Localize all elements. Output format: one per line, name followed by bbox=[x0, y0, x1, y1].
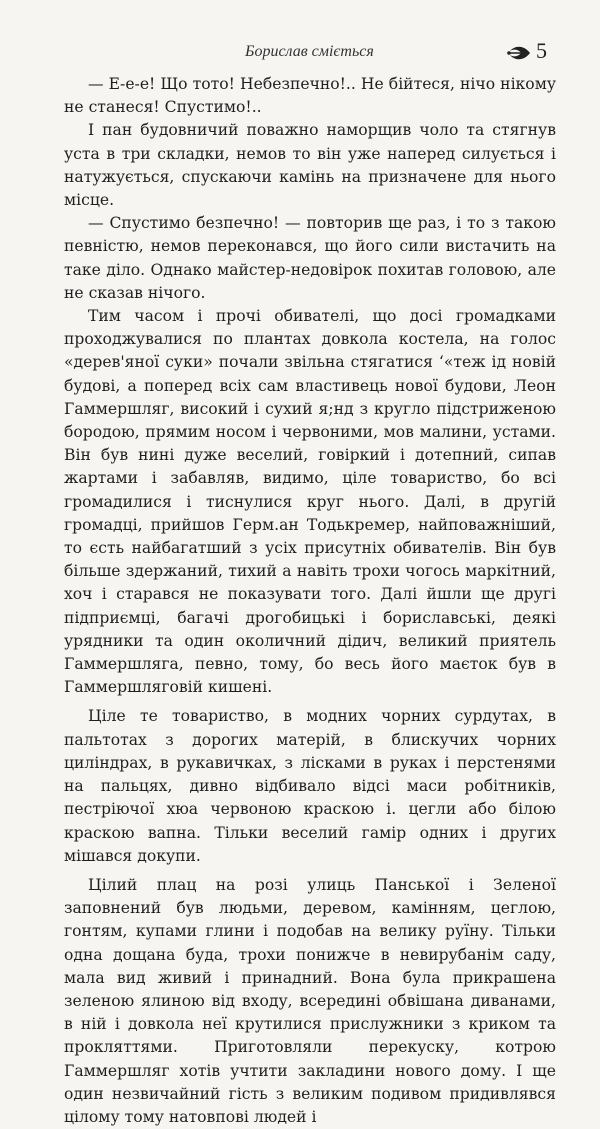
paragraph: — Спустимо безпечно! — повторив ще раз, і то з такою певністю, немов переконався, що його сили вистачить на таке діло. Однако майстер-недовірок похитав головою, але не сказав нічого. bbox=[64, 214, 556, 302]
page-number: 5 bbox=[536, 38, 547, 63]
paragraph: І пан будовничий поважно наморщив чоло та стягнув уста в три складки, немов то він уже наперед силується і натужується, спускаючи камінь на призначене для нього місце. bbox=[64, 121, 556, 210]
paragraph: — Е-е-е! Що тото! Небезпечно!.. Не бійтеся, нічо нікому не станеся! Спустимо!.. bbox=[64, 75, 556, 117]
paragraph: Ціле те товариство, в модних чорних сурдутах, в пальтотах з дорогих матерій, в блискучих чорних циліндрах, в рукавичках, з лісками в руках і перстенями на пальцях, дивно відбивало відсі маси робітників, пестріючої хюа червоною краскою і. цегли або білою краскою вапна. Тільки веселий гамір одних і других мішався докупи. bbox=[64, 707, 556, 865]
paragraph: Тим часом і прочі обивателі, що досі громадками проходжувалися по плантах довкола костела, на голос «дерев'яної суки» почали звільна стягатися ‘«теж ід новій будові, а поперед всіх сам властивець нової будови, Леон Гаммершляг, високий і сухий я;нд з кругло підстриженою бородою, прямим носом і червоними, мов малини, устами. Він був нині дуже веселий, говіркий і дотепний, сипав жартами і забавляв, видимо, ціле товариство, бо всі громадилися і тиснулися круг нього. Далі, в другій громадці, прийшов Герм.ан Тодькремер, найповажніший, то єсть найбагатший з усіх присутніх обивателів. Він був більше здержаний, тихий а навіть трохи чогось маркітний, хоч і старався не показувати того. Далі йшли ще другі підприємці, багачі дрогобицькі і бориславські, деякі урядники та один околичний дідич, великий приятель Гаммершляга, певно, тому, бо весь його маєток був в Гаммершляговій кишені. bbox=[64, 307, 556, 697]
running-title: Борислав сміється bbox=[245, 43, 374, 60]
body-text bbox=[64, 73, 556, 1129]
leaf-ornament-icon bbox=[506, 42, 532, 64]
paragraph: Цілий плац на розі улиць Панської і Зеленої заповнений був людьми, деревом, камінням, цеглою, гонтям, купами глини і подобав на велику руїну. Тільки одна дощана буда, трохи понижче в невирубанім саду, мала вид живий і принадний. Вона була прикрашена зеленою ялиною від входу, всередині обвішана диванами, в ній і довкола неї крутилися прислужники з криком та прокляттями. Приготовляли перекуску, котрою Гаммершляг хотів учтити закладини нового дому. І ще один незвичайний гість з великим подивом придивлявся цілому тому натовпові людей і bbox=[64, 875, 556, 1126]
page-header bbox=[0, 40, 600, 70]
